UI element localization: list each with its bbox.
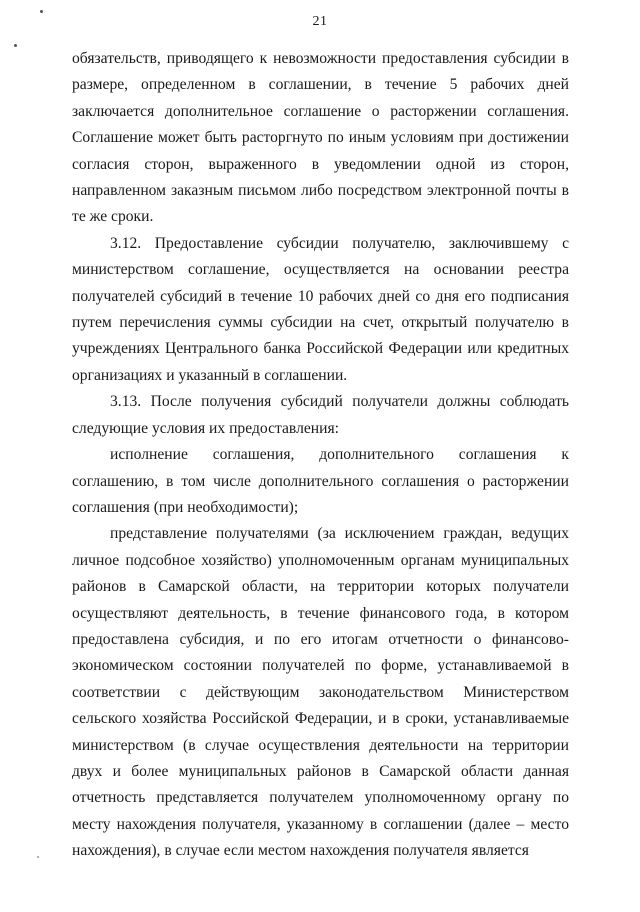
paragraph-condition-1: исполнение соглашения, дополнительного соглашения к соглашению, в том числе дополнительного соглашения о расторжении соглашения (при необходимости); — [72, 446, 569, 516]
paragraph-clause-3-13: 3.13. После получения субсидий получатели должны соблюдать следующие условия их предоставления: — [72, 393, 569, 437]
scan-speck — [14, 44, 17, 47]
page-number: 21 — [312, 14, 328, 29]
paragraph-continuation: обязательств, приводящего к невозможности предоставления субсидии в размере, определенном в соглашении, в течение 5 рабочих дней заключается дополнительное соглашение о расторжении соглашения. Соглашение может быть расторгнуто по иным условиям при достижении согласия сторон, выраженного в уведомлении одной из сторон, направленном заказным письмом либо посредством электронной почты в те же сроки. — [72, 50, 569, 226]
document-body — [72, 46, 569, 865]
paragraph-clause-3-12: 3.12. Предоставление субсидии получателю, заключившему с министерством соглашение, осуществляется на основании реестра получателей субсидий в течение 10 рабочих дней со дня его подписания путем перечисления суммы субсидии на счет, открытый получателю в учреждениях Центрального банка Российской Федерации или кредитных организациях и указанный в соглашении. — [72, 234, 569, 384]
paragraph-condition-2: представление получателями (за исключением граждан, ведущих личное подсобное хозяйство) уполномоченным органам муниципальных районов в Самарской области, на территории которых получатели осуществляют деятельность, в течение финансового года, в котором предоставлена субсидия, и по его итогам отчетности о финансово-экономическом состоянии получателей по форме, устанавливаемой в соответствии с действующим законодательством Министерством сельского хозяйства Российской Федерации, и в сроки, устанавливаемые министерством (в случае осуществления деятельности на территории двух и более муниципальных районов в Самарской области данная отчетность представляется получателем уполномоченному органу по месту нахождения получателя, указанному в соглашении (далее – место нахождения), в случае если местом нахождения получателя является — [72, 525, 569, 860]
scan-speck — [40, 10, 43, 13]
scan-speck — [37, 856, 39, 858]
